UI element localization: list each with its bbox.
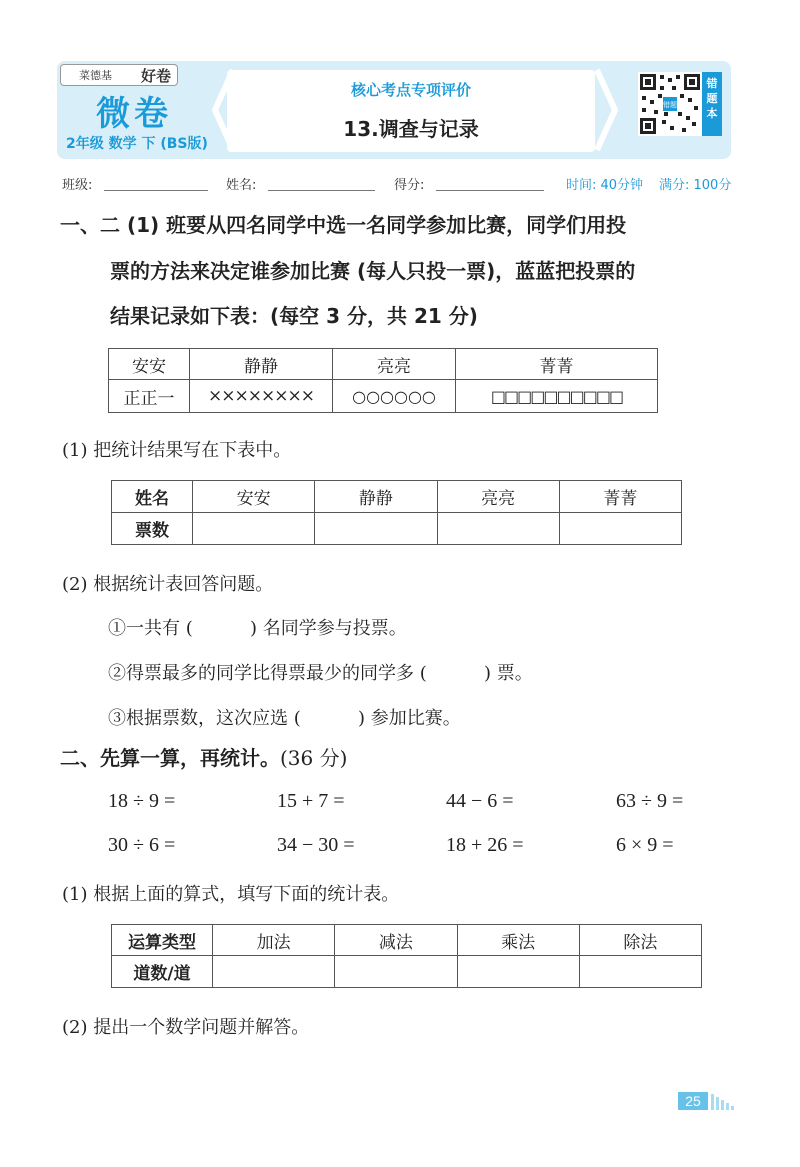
calc-item: 18 + 26 = [446, 834, 524, 856]
section1-sub1: ①一共有 ( ) 名同学参与投票。 [108, 618, 407, 639]
section2-q1: (1) 根据上面的算式，填写下面的统计表。 [62, 884, 400, 905]
qr-code-icon[interactable] [638, 72, 702, 136]
qr-center-label: 错题 [663, 101, 677, 109]
vote-name-cell: 安安 [109, 349, 190, 380]
calc-item: 63 ÷ 9 = [616, 790, 684, 812]
section1-line2: 票的方法来决定谁参加比赛 (每人只投一票)，蓝蓝把投票的 [110, 259, 636, 283]
result-vote-input[interactable] [315, 513, 437, 545]
name-label: 姓名: [226, 178, 257, 193]
result-vote-input[interactable] [437, 513, 559, 545]
vote-mark-cell: ×××××××× [190, 380, 333, 413]
class-label: 班级: [62, 178, 93, 193]
result-name-cell: 安安 [193, 481, 315, 513]
op-count-input[interactable] [335, 956, 457, 988]
result-name-cell: 静静 [315, 481, 437, 513]
section2-q2: (2) 提出一个数学问题并解答。 [62, 1017, 310, 1038]
error-book-badge: 错 题 本 [702, 72, 722, 136]
name-blank[interactable] [268, 190, 375, 191]
op-type-cell: 加法 [213, 925, 335, 956]
vote-mark-cell: 正正一 [109, 380, 190, 413]
vote-mark-cell: □□□□□□□□□□ [456, 380, 658, 413]
calc-item: 18 ÷ 9 = [108, 790, 176, 812]
section2-heading: 二、先算一算，再统计。(36 分) [60, 746, 348, 770]
result-vote-input[interactable] [559, 513, 681, 545]
vote-mark-cell: ○○○○○○ [333, 380, 456, 413]
calc-item: 34 − 30 = [277, 834, 355, 856]
page-number: 25 [678, 1092, 708, 1110]
calc-item: 30 ÷ 6 = [108, 834, 176, 856]
result-name-cell: 菁菁 [559, 481, 681, 513]
section1-sub3: ③根据票数，这次应选 ( ) 参加比赛。 [108, 708, 461, 729]
score-label: 得分: [394, 178, 425, 193]
page-title: 13.调查与记录 [343, 117, 479, 141]
op-type-cell: 乘法 [457, 925, 579, 956]
vote-record-table [108, 348, 658, 413]
result-vote-input[interactable] [193, 513, 315, 545]
vote-name-cell: 亮亮 [333, 349, 456, 380]
op-type-cell: 除法 [579, 925, 701, 956]
op-count-input[interactable] [579, 956, 701, 988]
op-count-input[interactable] [457, 956, 579, 988]
score-blank[interactable] [436, 190, 544, 191]
page-bars-decoration [711, 1094, 739, 1110]
calc-item: 15 + 7 = [277, 790, 345, 812]
result-header-votes: 票数 [112, 513, 193, 545]
vote-name-cell: 静静 [190, 349, 333, 380]
calc-item: 6 × 9 = [616, 834, 674, 856]
section1-sub2: ②得票最多的同学比得票最少的同学多 ( ) 票。 [108, 663, 533, 684]
op-count-input[interactable] [213, 956, 335, 988]
grade-label: 2年级 数学 下 (BS版) [66, 136, 208, 152]
publisher-logo: 菜德基 好卷 [60, 64, 178, 86]
subtitle: 核心考点专项评价 [350, 81, 471, 99]
section1-q2: (2) 根据统计表回答问题。 [62, 574, 274, 595]
time-limit: 时间: 40分钟 [566, 178, 644, 193]
full-score: 满分: 100分 [659, 178, 732, 193]
section1-q1: (1) 把统计结果写在下表中。 [62, 440, 292, 461]
calc-item: 44 − 6 = [446, 790, 514, 812]
operation-count-table [111, 924, 702, 988]
result-name-cell: 亮亮 [437, 481, 559, 513]
op-type-cell: 减法 [335, 925, 457, 956]
series-title: 微卷 [96, 94, 172, 134]
vote-name-cell: 菁菁 [456, 349, 658, 380]
op-header-count: 道数/道 [112, 956, 213, 988]
vote-result-table [111, 480, 682, 545]
section1-line3: 结果记录如下表：(每空 3 分，共 21 分) [110, 304, 478, 328]
result-header-name: 姓名 [112, 481, 193, 513]
op-header-type: 运算类型 [112, 925, 213, 956]
class-blank[interactable] [104, 190, 208, 191]
section1-heading: 一、二 (1) 班要从四名同学中选一名同学参加比赛，同学们用投 [60, 213, 627, 237]
